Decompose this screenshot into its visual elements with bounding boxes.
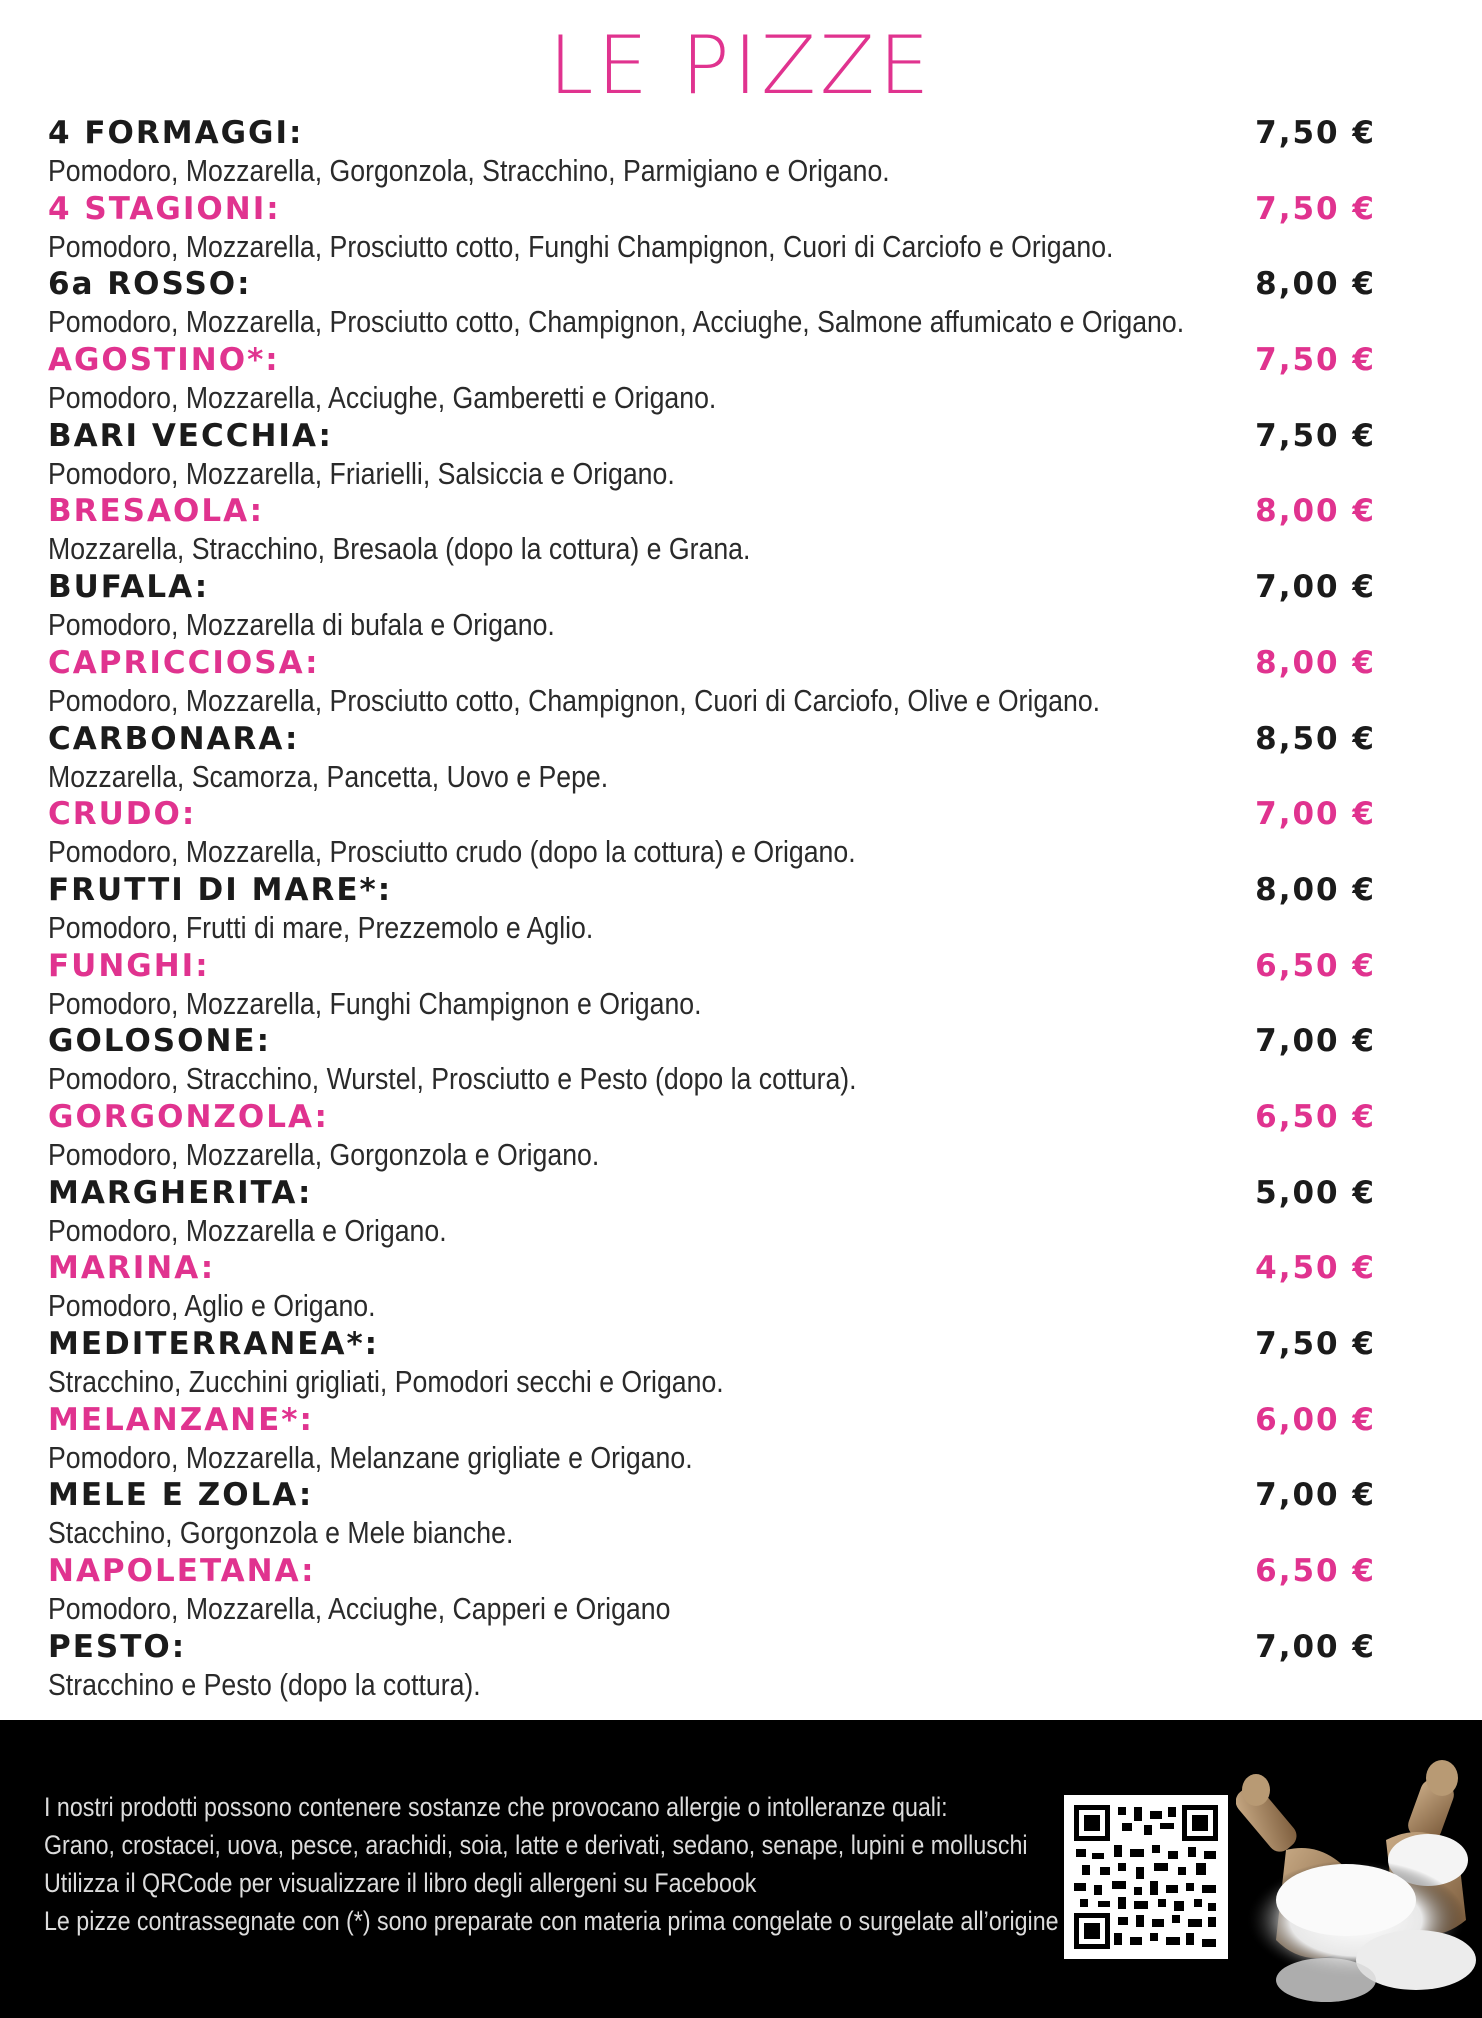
pizza-name: MELE E ZOLA: bbox=[48, 1477, 314, 1514]
pizza-ingredients: Pomodoro, Mozzarella, Acciughe, Capperi e Origano bbox=[48, 1591, 671, 1627]
pizza-item bbox=[48, 1325, 1376, 1401]
pizza-ingredients: Pomodoro, Mozzarella, Prosciutto crudo (dopo la cottura) e Origano. bbox=[48, 834, 856, 870]
pizza-name: BRESAOLA: bbox=[48, 493, 265, 530]
pizza-ingredients: Stacchino, Gorgonzola e Mele bianche. bbox=[48, 1515, 514, 1551]
pizza-ingredients: Pomodoro, Mozzarella, Prosciutto cotto, Funghi Champignon, Cuori di Carciofo e Origano. bbox=[48, 228, 1114, 264]
pizza-name: CRUDO: bbox=[48, 796, 197, 833]
allergen-note: I nostri prodotti possono contenere sostanze che provocano allergie o intolleranze quali: bbox=[44, 1792, 948, 1822]
pizza-price: 7,00 € bbox=[1255, 796, 1376, 833]
pizza-name: GORGONZOLA: bbox=[48, 1098, 329, 1135]
pizza-price: 7,50 € bbox=[1255, 115, 1376, 151]
pizza-name: NAPOLETANA: bbox=[48, 1553, 316, 1590]
pizza-ingredients: Pomodoro, Mozzarella, Gorgonzola e Origano. bbox=[48, 1136, 600, 1172]
pizza-price: 8,00 € bbox=[1255, 493, 1376, 530]
pizza-name: GOLOSONE: bbox=[48, 1023, 271, 1060]
pizza-item bbox=[48, 114, 1376, 190]
pizza-price: 7,50 € bbox=[1255, 1326, 1376, 1362]
menu-title: LE PIZZE bbox=[548, 19, 934, 112]
pizza-item bbox=[48, 947, 1376, 1023]
pizza-price: 5,00 € bbox=[1255, 1174, 1376, 1211]
pizza-item bbox=[48, 190, 1376, 266]
pizza-item bbox=[48, 1476, 1376, 1552]
pizza-item bbox=[48, 492, 1376, 568]
allergen-footer bbox=[0, 1720, 1482, 2018]
qr-pattern bbox=[1074, 1805, 1218, 1949]
flour-scoops-image bbox=[1236, 1730, 1482, 2018]
pizza-name: MELANZANE*: bbox=[48, 1401, 314, 1438]
pizza-ingredients: Mozzarella, Stracchino, Bresaola (dopo la cottura) e Grana. bbox=[48, 531, 751, 567]
pizza-item bbox=[48, 417, 1376, 493]
pizza-ingredients: Pomodoro, Stracchino, Wurstel, Prosciutto e Pesto (dopo la cottura). bbox=[48, 1061, 857, 1097]
pizza-ingredients: Pomodoro, Mozzarella, Friarielli, Salsiccia e Origano. bbox=[48, 455, 675, 491]
pizza-ingredients: Pomodoro, Aglio e Origano. bbox=[48, 1288, 376, 1324]
pizza-price: 8,00 € bbox=[1255, 266, 1376, 303]
pizza-name: 4 FORMAGGI: bbox=[48, 115, 304, 151]
pizza-name: BUFALA: bbox=[48, 569, 210, 606]
pizza-item bbox=[48, 265, 1376, 341]
pizza-ingredients: Pomodoro, Mozzarella e Origano. bbox=[48, 1212, 447, 1248]
pizza-list bbox=[48, 114, 1376, 1703]
pizza-item bbox=[48, 568, 1376, 644]
pizza-price: 7,00 € bbox=[1255, 1023, 1376, 1060]
pizza-item bbox=[48, 720, 1376, 796]
allergen-note: Utilizza il QRCode per visualizzare il libro degli allergeni su Facebook bbox=[44, 1868, 757, 1898]
pizza-name: BARI VECCHIA: bbox=[48, 417, 333, 454]
pizza-ingredients: Mozzarella, Scamorza, Pancetta, Uovo e Pepe. bbox=[48, 758, 609, 794]
pizza-ingredients: Pomodoro, Mozzarella, Funghi Champignon e Origano. bbox=[48, 985, 702, 1021]
pizza-ingredients: Pomodoro, Mozzarella di bufala e Origano. bbox=[48, 607, 555, 643]
allergen-note: Le pizze contrassegnate con (*) sono preparate con materia prima congelate o surgelate all’origine bbox=[44, 1906, 1059, 1936]
pizza-item bbox=[48, 1552, 1376, 1628]
pizza-price: 7,50 € bbox=[1255, 190, 1376, 227]
pizza-price: 7,50 € bbox=[1255, 417, 1376, 454]
pizza-price: 7,00 € bbox=[1255, 569, 1376, 606]
pizza-name: 4 STAGIONI: bbox=[48, 190, 281, 227]
pizza-ingredients: Pomodoro, Frutti di mare, Prezzemolo e Aglio. bbox=[48, 909, 594, 945]
pizza-name: CAPRICCIOSA: bbox=[48, 644, 320, 681]
pizza-price: 4,50 € bbox=[1255, 1250, 1376, 1287]
allergen-notes bbox=[44, 1788, 1059, 1940]
pizza-name: FUNGHI: bbox=[48, 947, 210, 984]
pizza-item bbox=[48, 795, 1376, 871]
pizza-name: MARINA: bbox=[48, 1250, 216, 1287]
pizza-ingredients: Stracchino e Pesto (dopo la cottura). bbox=[48, 1666, 481, 1702]
pizza-item bbox=[48, 1098, 1376, 1174]
pizza-price: 8,00 € bbox=[1255, 644, 1376, 681]
pizza-ingredients: Pomodoro, Mozzarella, Gorgonzola, Stracchino, Parmigiano e Origano. bbox=[48, 153, 890, 188]
allergen-note: Grano, crostacei, uova, pesce, arachidi, soia, latte e derivati, sedano, senape, lupini e molluschi bbox=[44, 1830, 1028, 1860]
pizza-name: AGOSTINO*: bbox=[48, 342, 280, 379]
pizza-item bbox=[48, 1022, 1376, 1098]
pizza-price: 8,50 € bbox=[1255, 720, 1376, 757]
pizza-ingredients: Pomodoro, Mozzarella, Prosciutto cotto, Champignon, Acciughe, Salmone affumicato e Origano. bbox=[48, 304, 1185, 340]
pizza-price: 6,50 € bbox=[1255, 947, 1376, 984]
pizza-price: 7,00 € bbox=[1255, 1477, 1376, 1514]
pizza-ingredients: Pomodoro, Mozzarella, Melanzane grigliate e Origano. bbox=[48, 1439, 693, 1475]
pizza-item bbox=[48, 1249, 1376, 1325]
pizza-ingredients: Pomodoro, Mozzarella, Prosciutto cotto, Champignon, Cuori di Carciofo, Olive e Origano. bbox=[48, 682, 1101, 718]
pizza-item bbox=[48, 871, 1376, 947]
pizza-name: MARGHERITA: bbox=[48, 1174, 313, 1211]
qr-code-icon[interactable] bbox=[1064, 1795, 1228, 1959]
pizza-name: PESTO: bbox=[48, 1628, 187, 1665]
pizza-name: MEDITERRANEA*: bbox=[48, 1326, 380, 1362]
pizza-ingredients: Stracchino, Zucchini grigliati, Pomodori secchi e Origano. bbox=[48, 1364, 724, 1399]
pizza-name: FRUTTI DI MARE*: bbox=[48, 871, 393, 908]
pizza-item bbox=[48, 644, 1376, 720]
pizza-price: 8,00 € bbox=[1255, 871, 1376, 908]
pizza-item bbox=[48, 1628, 1376, 1704]
pizza-item bbox=[48, 1401, 1376, 1477]
pizza-price: 7,50 € bbox=[1255, 342, 1376, 379]
pizza-price: 6,50 € bbox=[1255, 1098, 1376, 1135]
pizza-price: 6,00 € bbox=[1255, 1401, 1376, 1438]
pizza-price: 7,00 € bbox=[1255, 1628, 1376, 1665]
pizza-price: 6,50 € bbox=[1255, 1553, 1376, 1590]
pizza-name: CARBONARA: bbox=[48, 720, 300, 757]
pizza-name: 6a ROSSO: bbox=[48, 266, 252, 303]
pizza-item bbox=[48, 1174, 1376, 1250]
pizza-ingredients: Pomodoro, Mozzarella, Acciughe, Gamberetti e Origano. bbox=[48, 380, 717, 416]
pizza-item bbox=[48, 341, 1376, 417]
